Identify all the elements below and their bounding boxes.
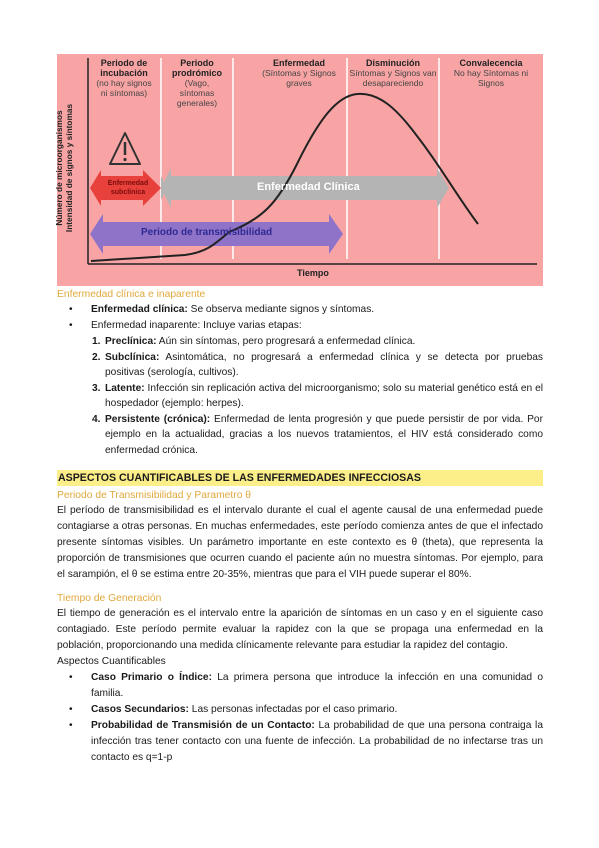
item-term: Preclínica:: [105, 336, 157, 347]
aspect-text: La primera persona que introduce la infección en una comunidad o familia.: [91, 672, 543, 699]
item-text: Infección sin replicación activa del microorganismo; solo su material genético está en el hospedador (ejemplo: herpes).: [105, 382, 543, 409]
item-term: Persistente (crónica):: [105, 413, 211, 425]
subtitle-transmissibility: Periodo de Transmisibilidad y Parametro θ: [57, 490, 252, 501]
list-item: [57, 334, 543, 350]
item-term: Subclínica:: [105, 351, 160, 363]
aspect-term: Probabilidad de Transmisión de un Contacto:: [91, 720, 315, 731]
phase-desc: (Vago, síntomas generales): [176, 78, 218, 108]
aspects-list: [57, 670, 543, 766]
exclamation-triangle-icon: [110, 133, 140, 164]
phase-desc: (no hay signos ni síntomas): [96, 78, 152, 98]
item-text: Asintomática, no progresará a enfermedad clínica y se detecta por pruebas positivas (serología, cultivos).: [105, 351, 543, 378]
aspect-term: Caso Primario o Índice:: [91, 672, 212, 683]
aspect-text: Las personas infectadas por el caso primario.: [188, 704, 398, 715]
paragraph-transmissibility: El período de transmisibilidad es el intervalo durante el cual el agente causal de una enfermedad puede contagiarse a otras personas. En muchas enfermedades, este período comienza antes de que el infectado presente síntomas visibles. Un parámetro importante en este contexto es θ (theta), que representa la proporción de transmisiones que ocurren cuando el paciente aún no muestra síntomas. Por ejemplo, para el sarampión, el θ se estima entre 20-35%, mientras que para el VIH puede superar el 80%.: [57, 505, 543, 580]
phase-incubation: [87, 58, 161, 98]
phase-title: Periodo prodrómico: [171, 58, 222, 78]
list-item: [57, 350, 543, 381]
phase-desc: No hay Síntomas ni Signos: [453, 68, 529, 88]
section-heading: ASPECTOS CUANTIFICABLES DE LAS ENFERMEDADES INFECCIOSAS: [57, 470, 543, 486]
list-item: [57, 318, 543, 334]
list-item: [57, 718, 543, 766]
item-number: 1.: [92, 336, 101, 347]
paragraph-generation-time: El tiempo de generación es el intervalo entre la aparición de síntomas en un caso y en el siguiente caso contagiado. Este período permite evaluar la rapidez con la que se propaga una enfermedad en la población, proporcionando una medida clínicamente relevante para estudiar la rapidez del contagio.: [57, 608, 543, 651]
subtitle-clinical-inapparent: Enfermedad clínica e inaparente: [57, 289, 206, 300]
bullet-term: Enfermedad clínica:: [91, 304, 188, 315]
aspects-label: Aspectos Cuantificables: [57, 656, 166, 667]
y-axis-label: Número de microorganismos Intensidad de signos y síntomas: [54, 103, 74, 233]
infection-phases-figure: [54, 54, 543, 286]
phase-desc: (Síntomas y Signos graves: [262, 68, 336, 88]
item-number: 3.: [92, 382, 101, 394]
document-page: [54, 54, 543, 766]
x-axis-label: Tiempo: [297, 268, 329, 278]
item-number: 2.: [92, 351, 101, 363]
phase-prodromal: [161, 58, 233, 108]
aspect-term: Casos Secundarios:: [91, 704, 189, 715]
phase-desc: Síntomas y Signos van desapareciendo: [349, 68, 437, 88]
phase-convalescence: [441, 58, 541, 88]
list-item: [57, 381, 543, 412]
phase-title: Periodo de incubación: [100, 58, 148, 78]
item-text: Aún sin síntomas, pero progresará a enfermedad clínica.: [156, 336, 416, 347]
stages-list: [57, 334, 543, 458]
aspect-text: La probabilidad de que una persona contraiga la infección tras tener contacto con una fuente de infección. La probabilidad de no infectarse tras un contacto es q=1-p: [91, 720, 543, 763]
subtitle-generation-time: Tiempo de Generación: [57, 593, 162, 604]
phase-decline: [347, 58, 439, 88]
clinical-label: Enfermedad Clínica: [257, 181, 360, 193]
transmission-label: Periodo de transmisibilidad: [141, 227, 273, 238]
list-item: [57, 670, 543, 702]
phase-disease: [249, 58, 349, 88]
list-item: [57, 412, 543, 459]
item-number: 4.: [92, 413, 101, 425]
item-text: Enfermedad de lenta progresión y que puede persistir de por vida. Por ejemplo en la actualidad, gracias a los nuevos tratamientos, el HIV está considerado como enfermedad crónica.: [105, 413, 543, 456]
clinical-bullet-list: [57, 302, 543, 334]
phase-title: Convalecencia: [459, 58, 523, 68]
item-term: Latente:: [105, 382, 145, 394]
phase-title: Enfermedad: [272, 58, 325, 68]
subclinical-label: Enfermedad subclínica: [107, 180, 149, 196]
list-item: [57, 702, 543, 718]
bullet-text: Enfermedad inaparente: Incluye varias etapas:: [91, 320, 302, 331]
list-item: [57, 302, 543, 318]
bullet-text: Se observa mediante signos y síntomas.: [187, 304, 375, 315]
phase-title: Disminución: [365, 58, 420, 68]
